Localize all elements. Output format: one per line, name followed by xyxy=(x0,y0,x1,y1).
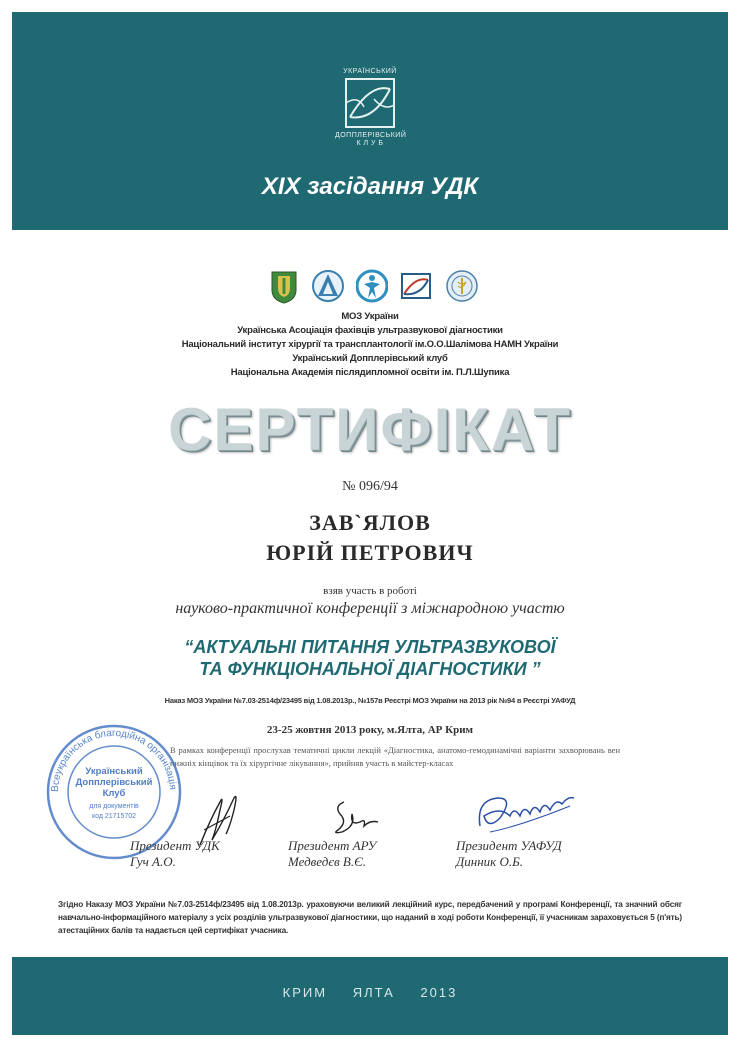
session-title: XIX засідання УДК xyxy=(261,173,479,200)
signature-uafud-image xyxy=(470,786,580,842)
footer-city-1: КРИМ xyxy=(282,985,328,1000)
academy-logo-icon xyxy=(446,268,478,304)
signature-block-aru xyxy=(288,838,376,870)
signature-name-aru: Медведєв В.Є. xyxy=(288,854,367,869)
aru-logo-icon xyxy=(312,268,344,304)
signature-title-aru: Президент АРУ xyxy=(288,838,377,853)
certificate-title: СЕРТИФІКАТ xyxy=(168,396,572,463)
stamp-inner-text-1: Український xyxy=(85,766,143,777)
organizer-line: Національна Академія післядипломної освіти ім. П.Л.Шупика xyxy=(230,367,510,378)
conference-dates: 23-25 жовтня 2013 року, м.Ялта, АР Крим xyxy=(266,724,474,736)
signature-title-udk: Президент УДК xyxy=(130,838,220,853)
organizer-line: МОЗ України xyxy=(341,311,399,322)
organizers-list xyxy=(0,310,740,380)
footer-location xyxy=(0,985,740,1000)
credits-footnote: Згідно Наказу МОЗ України №7.03-2514ф/23495 від 1.08.2013р. ураховуючи великий лекційний курс, передбачений у програмі Конференції, та значний обсяг навчально-інформаційного матеріалу з усіх розділів ультразвукової діагностики, що наданий в ході роботи Конференції, її учасникам зараховується 5 (п'ять) атестаційних балів та надається цей сертифікат учасника. xyxy=(58,900,682,935)
organizer-line: Український Допплерівський клуб xyxy=(292,353,448,364)
order-reference: Наказ МОЗ України №7.03-2514ф/23495 від 1.08.2013р., №157в Реєстрі МОЗ України на 2013 рік №94 в Реєстрі УАФУД xyxy=(164,696,576,705)
stamp-outer-text: Всеукраїнська благодійна організація xyxy=(49,727,179,793)
conference-type: науково-практичної конференції з міжнародною участю xyxy=(175,600,565,617)
conference-title-line-1: “АКТУАЛЬНІ ПИТАННЯ УЛЬТРАЗВУКОВОЇ xyxy=(184,637,556,657)
recipient-name: ЮРІЙ ПЕТРОВИЧ xyxy=(266,540,474,565)
institute-logo-icon xyxy=(356,268,388,304)
logo-top-text: УКРАЇНСЬКИЙ xyxy=(343,68,397,75)
conference-title-line-2: ТА ФУНКЦІОНАЛЬНОЇ ДІАГНОСТИКИ ” xyxy=(199,659,541,679)
doppler-logo-icon xyxy=(344,77,396,129)
stamp-inner-text-3: Клуб xyxy=(102,788,126,799)
signature-name-uafud: Динник О.Б. xyxy=(456,854,524,869)
conference-title xyxy=(0,636,740,680)
udk-small-logo-icon xyxy=(400,268,432,304)
footer-year: 2013 xyxy=(420,985,458,1000)
signature-name-udk: Гуч А.О. xyxy=(130,854,176,869)
moz-emblem-icon xyxy=(268,268,300,304)
signature-block-udk xyxy=(130,838,220,870)
stamp-inner-text-5: код 21715702 xyxy=(91,813,137,820)
organizer-line: Українська Асоціація фахівців ультразвукової діагностики xyxy=(237,325,503,336)
footer-city-2: ЯЛТА xyxy=(352,985,395,1000)
signature-title-uafud: Президент УАФУД xyxy=(456,838,562,853)
took-part-text: взяв участь в роботі xyxy=(323,585,417,597)
recipient-surname: ЗАВ`ЯЛОВ xyxy=(309,510,431,535)
certificate-number: № 096/94 xyxy=(342,479,398,494)
organization-logos xyxy=(268,268,488,308)
stamp-inner-text-2: Допплерівський xyxy=(75,777,153,788)
doppler-club-logo xyxy=(335,68,405,158)
lecture-description: В рамках конференції прослухав тематичні цикли лекцій «Діагностика, анатомо-гемодинамічні варіанти захворювань вен нижніх кінцівок та їх хірургічне лікування», прийняв участь в майстер-класах xyxy=(170,745,620,768)
organizer-line: Національний інститут хірургії та трансплантології ім.О.О.Шалімова НАМН України xyxy=(181,339,559,350)
signature-block-uafud xyxy=(456,838,562,870)
stamp-inner-text-4: для документів xyxy=(89,803,139,810)
logo-bottom-text-2: К Л У Б xyxy=(356,140,384,147)
logo-bottom-text-1: ДОППЛЕРІВСЬКИЙ xyxy=(335,132,407,139)
